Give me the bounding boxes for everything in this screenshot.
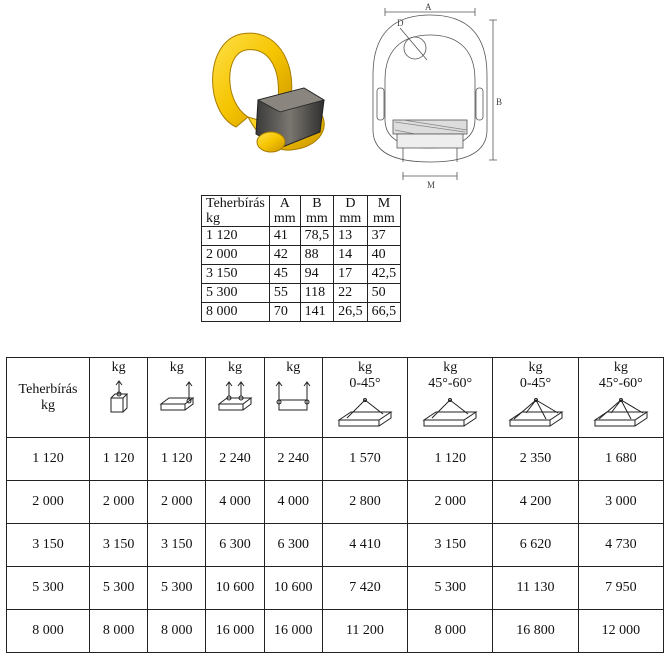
table-cell: 3 150 — [90, 524, 148, 567]
two-leg-sling-icon — [324, 394, 406, 434]
table-cell: 2 000 — [90, 481, 148, 524]
table-cell: 1 120 — [90, 438, 148, 481]
table-cell: 4 200 — [493, 481, 578, 524]
table-row — [202, 227, 401, 246]
table-cell: 2 240 — [264, 438, 322, 481]
table-cell: 10 600 — [264, 567, 322, 610]
table-cell: 3 150 — [202, 265, 270, 284]
table-cell: 1 120 — [7, 438, 90, 481]
angle-label: 45°-60° — [598, 376, 643, 391]
table-cell: 8 000 — [408, 610, 493, 653]
table-cell: 10 600 — [206, 567, 264, 610]
unit-label: kg — [357, 360, 372, 375]
angle-label: 45°-60° — [428, 376, 473, 391]
header-b: B mm — [300, 196, 334, 227]
angle-label: 0-45° — [519, 376, 552, 391]
unit-label: kg — [228, 360, 242, 375]
table-cell: 16 000 — [206, 610, 264, 653]
table-cell: 78,5 — [300, 227, 334, 246]
table-cell: 2 350 — [493, 438, 578, 481]
dimensions-table — [201, 195, 401, 322]
table-cell: 17 — [334, 265, 368, 284]
table-row — [202, 303, 401, 322]
table-cell: 16 800 — [493, 610, 578, 653]
lifting-ring-photo — [196, 22, 346, 172]
table-cell: 7 950 — [578, 567, 663, 610]
table-row — [7, 567, 664, 610]
table-cell: 5 300 — [148, 567, 206, 610]
table-cell: 3 150 — [148, 524, 206, 567]
dimensions-header-row — [202, 196, 401, 227]
four-leg-sling-icon — [580, 394, 662, 434]
table-cell: 5 300 — [90, 567, 148, 610]
table-cell: 41 — [269, 227, 300, 246]
dimension-d-label: D — [397, 18, 404, 28]
header-load-case-4 — [264, 358, 322, 438]
table-cell: 14 — [334, 246, 368, 265]
load-header-row — [7, 358, 664, 438]
table-cell: 42,5 — [367, 265, 401, 284]
header-load-case-7 — [493, 358, 578, 438]
table-cell: 2 000 — [7, 481, 90, 524]
unit-label: kg — [111, 360, 126, 375]
single-leg-side-icon — [149, 378, 204, 418]
table-cell: 6 620 — [493, 524, 578, 567]
table-row — [7, 524, 664, 567]
table-cell: 1 120 — [148, 438, 206, 481]
unit-label: kg — [286, 360, 301, 375]
table-cell: 45 — [269, 265, 300, 284]
table-cell: 26,5 — [334, 303, 368, 322]
table-cell: 2 000 — [408, 481, 493, 524]
header-d: D mm — [334, 196, 368, 227]
table-row — [202, 246, 401, 265]
table-cell: 70 — [269, 303, 300, 322]
table-cell: 8 000 — [148, 610, 206, 653]
single-leg-vertical-icon — [91, 378, 146, 418]
table-cell: 1 680 — [578, 438, 663, 481]
header-load-case-5 — [322, 358, 407, 438]
table-cell: 2 000 — [202, 246, 270, 265]
two-leg-vertical-icon — [207, 378, 262, 418]
unit-label: kg — [528, 360, 543, 375]
table-cell: 3 000 — [578, 481, 663, 524]
table-cell: 42 — [269, 246, 300, 265]
table-row — [202, 284, 401, 303]
table-cell: 88 — [300, 246, 334, 265]
table-row — [7, 438, 664, 481]
four-leg-sling-icon — [494, 394, 576, 434]
table-cell: 13 — [334, 227, 368, 246]
angle-label: 0-45° — [349, 376, 381, 391]
table-cell: 37 — [367, 227, 401, 246]
unit-label: kg — [169, 360, 184, 375]
two-leg-sling-icon — [409, 394, 491, 434]
table-cell: 66,5 — [367, 303, 401, 322]
table-cell: 2 000 — [148, 481, 206, 524]
header-load-case-6 — [408, 358, 493, 438]
table-cell: 8 000 — [90, 610, 148, 653]
table-cell: 55 — [269, 284, 300, 303]
dimension-a-label: A — [425, 2, 432, 12]
table-cell: 16 000 — [264, 610, 322, 653]
table-cell: 4 000 — [206, 481, 264, 524]
table-cell: 4 000 — [264, 481, 322, 524]
table-cell: 6 300 — [264, 524, 322, 567]
table-cell: 6 300 — [206, 524, 264, 567]
table-cell: 2 800 — [322, 481, 407, 524]
two-leg-side-icon — [266, 378, 321, 418]
header-m: M mm — [367, 196, 401, 227]
table-cell: 4 410 — [322, 524, 407, 567]
table-cell: 3 150 — [408, 524, 493, 567]
header-capacity: Teherbírás kg — [7, 358, 90, 438]
header-load-case-2 — [148, 358, 206, 438]
table-cell: 50 — [367, 284, 401, 303]
table-cell: 3 150 — [7, 524, 90, 567]
table-cell: 4 730 — [578, 524, 663, 567]
table-cell: 22 — [334, 284, 368, 303]
table-cell: 12 000 — [578, 610, 663, 653]
table-cell: 1 120 — [202, 227, 270, 246]
table-row — [7, 481, 664, 524]
header-load-case-3 — [206, 358, 264, 438]
table-cell: 8 000 — [7, 610, 90, 653]
table-cell: 2 240 — [206, 438, 264, 481]
table-cell: 141 — [300, 303, 334, 322]
table-cell: 40 — [367, 246, 401, 265]
table-row — [202, 265, 401, 284]
technical-drawing — [355, 0, 505, 190]
table-cell: 5 300 — [202, 284, 270, 303]
header-capacity: Teherbírás kg — [202, 196, 270, 227]
table-cell: 8 000 — [202, 303, 270, 322]
table-cell: 5 300 — [7, 567, 90, 610]
table-cell: 1 570 — [322, 438, 407, 481]
table-cell: 5 300 — [408, 567, 493, 610]
header-load-case-8 — [578, 358, 663, 438]
table-cell: 94 — [300, 265, 334, 284]
table-row — [7, 610, 664, 653]
table-cell: 1 120 — [408, 438, 493, 481]
unit-label: kg — [613, 360, 628, 375]
table-cell: 7 420 — [322, 567, 407, 610]
header-a: A mm — [269, 196, 300, 227]
dimension-m-label: M — [427, 180, 436, 190]
dimension-b-label: B — [496, 97, 503, 107]
unit-label: kg — [443, 360, 458, 375]
table-cell: 11 200 — [322, 610, 407, 653]
table-cell: 118 — [300, 284, 334, 303]
header-load-case-1 — [90, 358, 148, 438]
table-cell: 11 130 — [493, 567, 578, 610]
load-capacity-table — [6, 357, 664, 653]
